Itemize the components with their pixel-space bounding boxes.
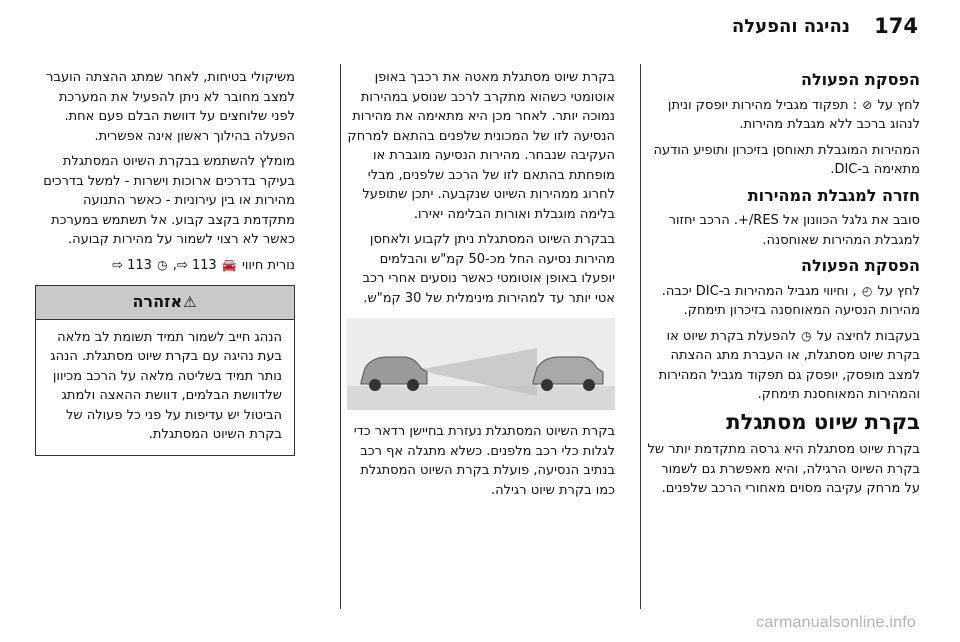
paragraph <box>642 327 920 405</box>
car-icon: 🚘 <box>221 257 237 272</box>
paragraph: המהירות המוגבלת תאוחסן בזיכרון ותופיע הודעה מתאימה ב-DIC. <box>653 142 920 177</box>
warning-header <box>36 286 294 320</box>
text: לחץ על <box>877 97 920 113</box>
column-divider <box>640 64 641 609</box>
text: : תפקוד מגביל מהירות יופסק וניתן לנהוג ברכב ללא מגבלת מהירות. <box>667 97 920 132</box>
speed-limiter-icon: ◴ <box>861 283 873 298</box>
column-2 <box>345 68 615 506</box>
text: לחץ על <box>877 283 920 299</box>
page-number: 174 <box>874 14 918 38</box>
column-1 <box>642 68 920 505</box>
section-heading: בקרת שיוט מסתגלת <box>726 409 920 434</box>
page-reference[interactable]: 113 ⇨ <box>176 257 217 273</box>
column-3 <box>35 68 295 456</box>
text: להפעלת בקרת שיוט או בקרת שיוט מסתגלת, או העברת מתג ההצתה למצב מופסק, יופסק גם תפקוד מגביל המהירות והמהירות המאוחסנת תימחק. <box>658 328 920 402</box>
cruise-control-icon: ◷ <box>157 257 168 272</box>
paragraph <box>642 282 920 321</box>
page-reference[interactable]: 113 ⇨ <box>112 257 152 273</box>
section-title: הפסקת הפעולה <box>800 256 920 275</box>
running-title: נהיגה והפעלה <box>731 16 850 37</box>
cross-reference <box>35 256 295 276</box>
paragraph: בבקרת השיוט המסתגלת ניתן לקבוע ולאחסן מהירות נסיעה החל מכ-50 קמ"ש והבלמים יופעלו באופן אוטומטי כאשר נוסעים אחרי רכב אטי יותר עד למהירות מינימלית של 30 קמ"ש. <box>362 232 615 306</box>
radar-illustration <box>347 318 615 410</box>
text: נורית חיווי <box>241 257 295 273</box>
page-header <box>0 0 960 58</box>
column-divider <box>340 64 341 609</box>
text: , וחיווי מגביל המהירות ב-DIC יכבה. מהירות הנסיעה המאוחסנה בזיכרון תימחק. <box>661 283 920 318</box>
paragraph: סובב את גלגל הכוונון אל RES/+. הרכב יחזור למגבלת המהירות שאוחסנה. <box>668 213 920 248</box>
cruise-control-icon: ◷ <box>801 328 812 343</box>
paragraph <box>642 96 920 135</box>
warning-body: הנהג חייב לשמור תמיד תשומת לב מלאה בעת נהיגה עם בקרת שיוט מסתגלת. הנהג נותר תמיד בשליטה מלאה על הרכב מכיוון שלדוושת הבלמים, דוושת ההאצה ולמתג הביטול יש עדיפות על פני כל פעולה של בקרת השיוט המסתגלת. <box>50 329 282 442</box>
paragraph: בקרת שיוט מסתגלת היא גרסה מתקדמת יותר של בקרת השיוט הרגילה, והיא מאפשרת גם לשמור על מרחק עקיבה מסוים מאחורי הרכב שלפנים. <box>647 442 920 496</box>
warning-title: אזהרה <box>132 292 183 311</box>
text: , <box>172 257 177 273</box>
paragraph: מומלץ להשתמש בבקרת השיוט המסתגלת בעיקר בדרכים ארוכות וישרות - למשל בדרכים מהירות או בין עירוניות - כאשר התנועה מתקדמת בקצב קבוע. אל תשתמש במערכת כאשר לא רצוי לשמור על מהירות קבועה. <box>43 154 295 247</box>
paragraph: בקרת שיוט מסתגלת מאטה את רכבך באופן אוטומטי כשהוא מתקרב לרכב שנוסע במהירות נמוכה יותר. לאחר מכן היא מתאימה את מהירות הנסיעה לזו של המכונית שלפנים בהתאם למרחק העקיבה שנבחר. מהירות הנסיעה מוגברת או מופחתת בהתאם לזו של הרכב שלפנים, מבלי לחרוג ממהירות השיוט שנקבעה. יתכן שתופעל בלימה מוגבלת ואורות הבלימה יאירו. <box>347 70 615 222</box>
watermark: carmanualsonline.info <box>756 614 916 631</box>
paragraph: בקרת השיוט המסתגלת נעזרת בחיישן רדאר כדי לגלות כלי רכב מלפנים. כשלא מתגלה אף רכב בנתיב הנסיעה, פועלת בקרת השיוט המסתגלת כמו בקרת שיוט רגילה. <box>353 424 615 498</box>
section-title: הפסקת הפעולה <box>800 70 920 89</box>
warning-box <box>35 285 295 456</box>
text: בעקבות לחיצה על <box>816 328 920 344</box>
paragraph: משיקולי בטיחות, לאחר שמתג ההצתה הועבר למצב מחובר לא ניתן להפעיל את המערכת לפני שלוחצים על דוושת הבלם פעם אחת. הפעלה בהילוך ראשון אינה אפשרית. <box>46 70 295 144</box>
speedometer-cancel-icon: ⊘ <box>862 97 873 112</box>
warning-triangle-icon: ⚠ <box>183 293 197 311</box>
section-title: חזרה למגבלת המהירות <box>747 185 920 205</box>
acc-illustration <box>347 318 615 410</box>
